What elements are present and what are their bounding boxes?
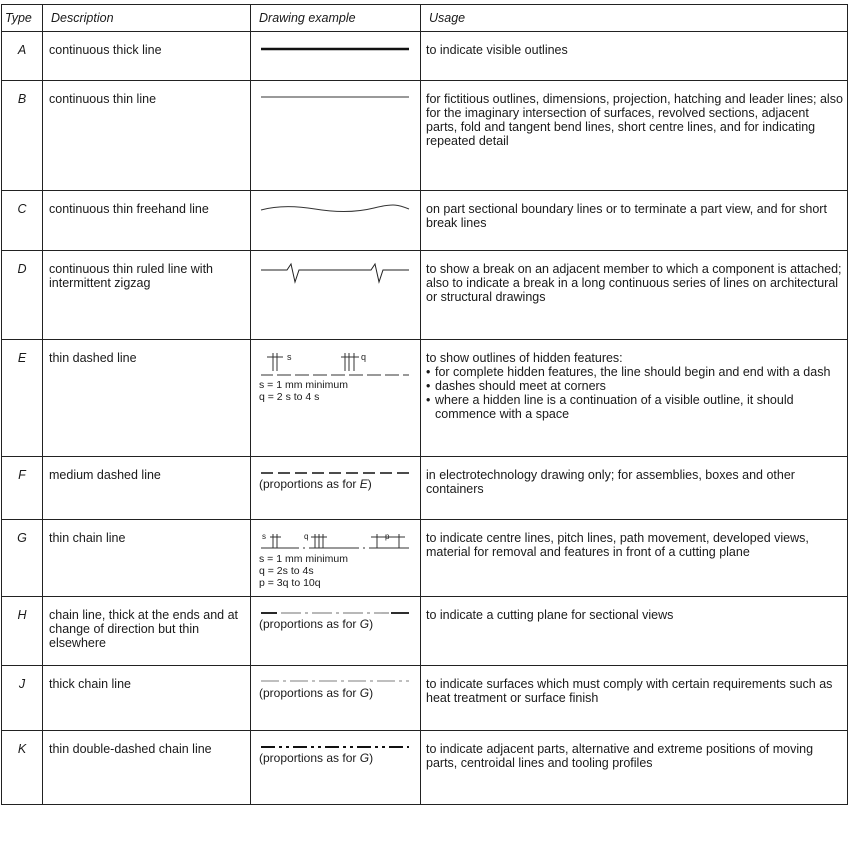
usage-cell: to indicate adjacent parts, alternative and extreme positions of moving parts, centroidal lines and tooling profiles — [421, 731, 848, 805]
chain-line-example — [259, 531, 414, 553]
usage-cell — [421, 340, 848, 457]
line-types-table — [1, 4, 848, 805]
table-row-c — [2, 191, 848, 251]
usage-cell: in electrotechnology drawing only; for assemblies, boxes and other containers — [421, 457, 848, 520]
type-cell: B — [2, 81, 43, 191]
drawing-cell — [251, 666, 421, 731]
label-s: s — [262, 532, 266, 541]
header-type: Type — [2, 5, 43, 32]
type-cell: K — [2, 731, 43, 805]
description-cell: continuous thin line — [43, 81, 251, 191]
usage-cell: to indicate centre lines, pitch lines, path movement, developed views, material for removal and features in front of a cutting plane — [421, 520, 848, 597]
table-row-d — [2, 251, 848, 340]
drawing-cell — [251, 731, 421, 805]
description-cell: continuous thin ruled line with intermittent zigzag — [43, 251, 251, 340]
type-cell: F — [2, 457, 43, 520]
label-q: q — [304, 532, 309, 541]
list-item: • where a hidden line is a continuation of a visible outline, it should commence with a space — [426, 393, 843, 421]
proportions-note: (proportions as for G) — [259, 751, 374, 765]
header-usage: Usage — [421, 5, 848, 32]
drawing-cell — [251, 520, 421, 597]
proportions-note: (proportions as for E) — [259, 477, 372, 491]
note-line: q = 2s to 4s — [259, 565, 314, 577]
drawing-cell — [251, 457, 421, 520]
thin-line-example — [259, 92, 414, 104]
drawing-cell — [251, 340, 421, 457]
note-line: s = 1 mm minimum — [259, 379, 348, 391]
usage-cell: to indicate a cutting plane for sectional views — [421, 597, 848, 666]
type-cell: H — [2, 597, 43, 666]
note-line: q = 2 s to 4 s — [259, 391, 320, 403]
drawing-cell — [251, 81, 421, 191]
type-cell: D — [2, 251, 43, 340]
table-row-j — [2, 666, 848, 731]
description-cell: thin chain line — [43, 520, 251, 597]
description-cell: thick chain line — [43, 666, 251, 731]
table-row-b — [2, 81, 848, 191]
list-item: • for complete hidden features, the line should begin and end with a dash — [426, 365, 843, 379]
proportions-note: (proportions as for G) — [259, 686, 374, 700]
header-drawing: Drawing example — [251, 5, 421, 32]
label-q: q — [361, 352, 367, 362]
table-row-e — [2, 340, 848, 457]
table-row-g — [2, 520, 848, 597]
proportions-note: (proportions as for G) — [259, 617, 374, 631]
drawing-cell — [251, 597, 421, 666]
header-row — [2, 5, 848, 32]
description-cell: thin double-dashed chain line — [43, 731, 251, 805]
description-cell: continuous thick line — [43, 32, 251, 81]
label-s: s — [287, 352, 292, 362]
description-cell: medium dashed line — [43, 457, 251, 520]
type-cell: G — [2, 520, 43, 597]
drawing-cell — [251, 32, 421, 81]
description-cell: thin dashed line — [43, 340, 251, 457]
dashed-line-example — [259, 351, 414, 379]
list-item: • dashes should meet at corners — [426, 379, 843, 393]
type-cell: J — [2, 666, 43, 731]
label-p: p — [385, 532, 390, 541]
table-row-a — [2, 32, 848, 81]
note-line: p = 3q to 10q — [259, 577, 321, 589]
type-cell: E — [2, 340, 43, 457]
drawing-notes — [259, 553, 416, 589]
description-cell: continuous thin freehand line — [43, 191, 251, 251]
description-cell: chain line, thick at the ends and at change of direction but thin elsewhere — [43, 597, 251, 666]
usage-cell: on part sectional boundary lines or to terminate a part view, and for short break lines — [421, 191, 848, 251]
usage-cell: to show a break on an adjacent member to which a component is attached; also to indicate a break in a long continuous series of lines on architectural or structural drawings — [421, 251, 848, 340]
table-row-f — [2, 457, 848, 520]
thick-line-example — [259, 43, 414, 55]
header-description: Description — [43, 5, 251, 32]
freehand-line-example — [259, 202, 414, 216]
usage-cell: for fictitious outlines, dimensions, projection, hatching and leader lines; also for the imaginary intersection of surfaces, revolved sections, adjacent parts, fold and tangent bend lines, short centre lines, and for indicating repeated detail — [421, 81, 848, 191]
usage-cell: to indicate surfaces which must comply with certain requirements such as heat treatment or surface finish — [421, 666, 848, 731]
usage-intro: to show outlines of hidden features: — [426, 351, 623, 365]
table-row-h — [2, 597, 848, 666]
type-cell: A — [2, 32, 43, 81]
usage-cell: to indicate visible outlines — [421, 32, 848, 81]
drawing-notes — [259, 379, 416, 403]
note-line: s = 1 mm minimum — [259, 553, 348, 565]
drawing-cell — [251, 251, 421, 340]
zigzag-line-example — [259, 262, 414, 288]
usage-bullets — [426, 365, 843, 421]
table-row-k — [2, 731, 848, 805]
type-cell: C — [2, 191, 43, 251]
drawing-cell — [251, 191, 421, 251]
